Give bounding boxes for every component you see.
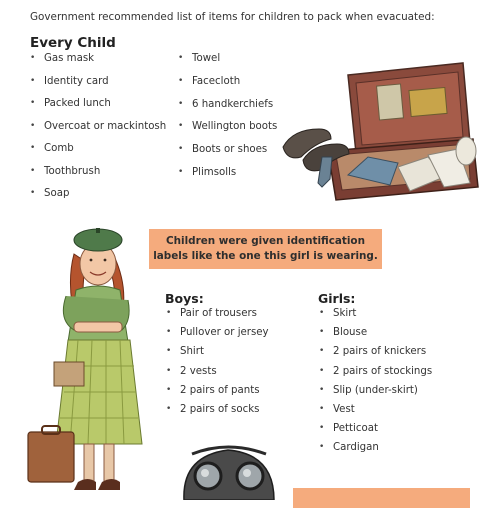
identification-callout bbox=[149, 229, 382, 269]
list-item: • Wellington boots bbox=[178, 121, 277, 144]
bottom-callout-box bbox=[293, 488, 470, 508]
boys-list bbox=[166, 308, 269, 423]
list-item: • Comb bbox=[30, 143, 166, 166]
list-item: • Petticoat bbox=[319, 423, 432, 442]
list-item: • Cardigan bbox=[319, 442, 432, 461]
list-item: • 2 pairs of pants bbox=[166, 385, 269, 404]
list-item: • 2 pairs of stockings bbox=[319, 366, 432, 385]
list-item: • Facecloth bbox=[178, 76, 277, 99]
list-item: • 2 pairs of socks bbox=[166, 404, 269, 423]
evacuee-girl-illustration bbox=[22, 226, 154, 500]
boys-heading: Boys: bbox=[165, 291, 204, 306]
list-item: • Skirt bbox=[319, 308, 432, 327]
list-item: • 6 handkerchiefs bbox=[178, 99, 277, 122]
list-item: • Overcoat or mackintosh bbox=[30, 121, 166, 144]
gas-mask-illustration bbox=[178, 436, 280, 500]
list-item: • Boots or shoes bbox=[178, 144, 277, 167]
girls-heading: Girls: bbox=[318, 291, 356, 306]
list-item: • Packed lunch bbox=[30, 98, 166, 121]
list-item: • Slip (under-skirt) bbox=[319, 385, 432, 404]
list-item: • Identity card bbox=[30, 76, 166, 99]
list-item: • Towel bbox=[178, 53, 277, 76]
list-item: • Blouse bbox=[319, 327, 432, 346]
every-child-list-col1 bbox=[30, 53, 166, 211]
every-child-heading: Every Child bbox=[30, 35, 116, 51]
suitcase-illustration bbox=[278, 55, 488, 205]
list-item: • Vest bbox=[319, 404, 432, 423]
callout-line-2: labels like the one this girl is wearing. bbox=[153, 250, 378, 262]
girls-list bbox=[319, 308, 432, 462]
list-item: • Soap bbox=[30, 188, 166, 211]
intro-text: Government recommended list of items for children to pack when evacuated: bbox=[30, 11, 435, 23]
list-item: • Toothbrush bbox=[30, 166, 166, 189]
list-item: • Pair of trousers bbox=[166, 308, 269, 327]
list-item: • Pullover or jersey bbox=[166, 327, 269, 346]
list-item: • Plimsolls bbox=[178, 167, 277, 190]
list-item: • Shirt bbox=[166, 346, 269, 365]
list-item: • 2 vests bbox=[166, 366, 269, 385]
callout-line-1: Children were given identification bbox=[166, 235, 365, 247]
list-item: • Gas mask bbox=[30, 53, 166, 76]
every-child-list-col2 bbox=[178, 53, 277, 190]
list-item: • 2 pairs of knickers bbox=[319, 346, 432, 365]
